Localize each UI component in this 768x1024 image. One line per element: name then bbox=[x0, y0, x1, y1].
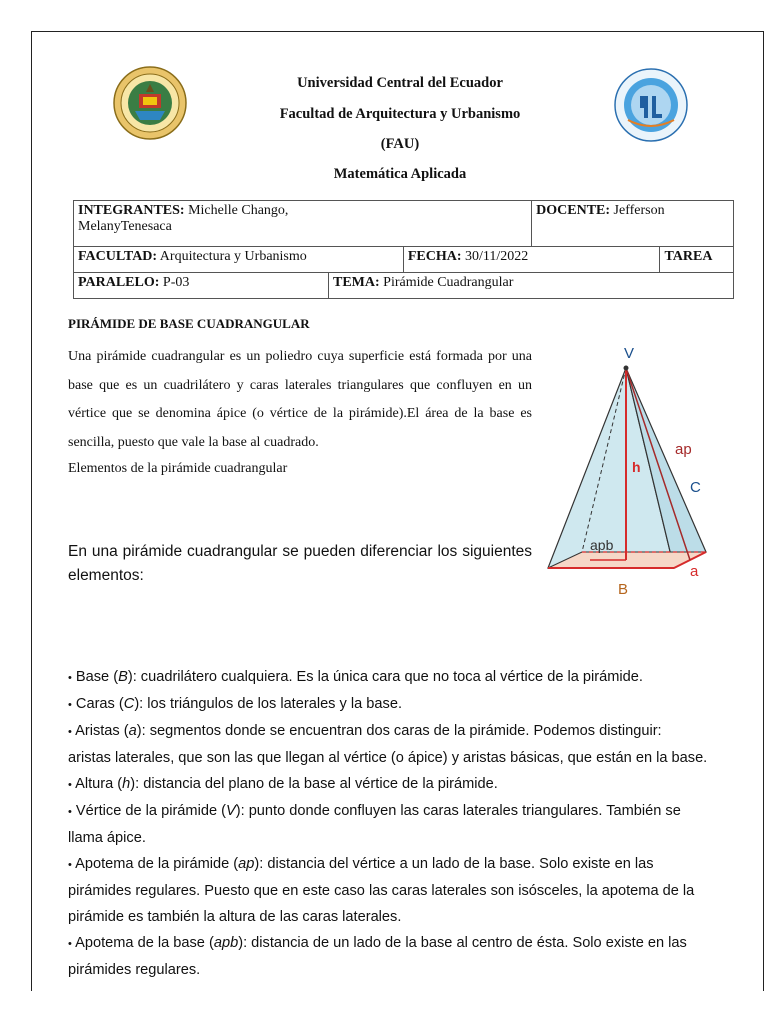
university-name: Universidad Central del Ecuador bbox=[297, 75, 503, 91]
facultad-value: Arquitectura y Urbanismo bbox=[157, 249, 307, 264]
apex-point bbox=[624, 366, 629, 371]
list-item bbox=[68, 798, 708, 851]
elements-list bbox=[68, 664, 708, 983]
list-item-text: ): distancia del plano de la base al vértice de la pirámide. bbox=[130, 776, 498, 792]
list-item bbox=[68, 851, 708, 930]
list-item-label: Altura ( bbox=[71, 776, 123, 792]
fecha-cell bbox=[403, 247, 660, 273]
list-item-label: Aristas ( bbox=[71, 723, 129, 739]
bullet-glyph: • bbox=[68, 699, 72, 711]
facultad-cell bbox=[74, 247, 404, 273]
elements-heading: Elementos de la pirámide cuadrangular bbox=[68, 461, 288, 477]
tarea-label: TAREA bbox=[664, 249, 713, 264]
faculty-name: Facultad de Arquitectura y Urbanismo bbox=[279, 106, 521, 122]
list-item bbox=[68, 691, 708, 718]
list-item-text: ): distancia de un lado de la base al centro de ésta. Solo existe en las pirámides regulares. bbox=[68, 935, 687, 978]
university-seal-logo bbox=[113, 66, 187, 140]
intro-block bbox=[68, 343, 532, 481]
list-item-text: ): los triángulos de los laterales y la base. bbox=[134, 696, 403, 712]
list-item bbox=[68, 664, 708, 691]
label-ap: ap bbox=[675, 441, 692, 458]
list-item-text: ): punto donde confluyen las caras laterales triangulares. También se llama ápice. bbox=[68, 803, 681, 846]
list-item-text: ): distancia del vértice a un lado de la base. Solo existe en las pirámides regulares. Puesto que en este caso las caras laterales son isósceles, la apotema de la pirámide es también la altura de las caras laterales. bbox=[68, 856, 695, 925]
list-item bbox=[68, 930, 708, 983]
tema-label: TEMA: bbox=[333, 275, 380, 290]
bullet-glyph: • bbox=[68, 726, 72, 738]
course-name: Matemática Aplicada bbox=[333, 166, 467, 182]
lead-paragraph: En una pirámide cuadrangular se pueden diferenciar los siguientes elementos: bbox=[68, 543, 532, 584]
list-item-label: Apotema de la pirámide ( bbox=[71, 856, 239, 872]
list-item-symbol: a bbox=[128, 723, 137, 739]
list-item-text: ): cuadrilátero cualquiera. Es la única cara que no toca al vértice de la pirámide. bbox=[127, 669, 643, 685]
label-b: B bbox=[618, 581, 629, 598]
list-item-label: Apotema de la base ( bbox=[71, 935, 214, 951]
paralelo-value: P-03 bbox=[159, 275, 190, 290]
bullet-glyph: • bbox=[68, 806, 72, 818]
info-table bbox=[73, 200, 734, 299]
list-item bbox=[68, 771, 708, 798]
pyramid-diagram bbox=[540, 336, 720, 606]
integrantes-value: Michelle Chango, bbox=[184, 203, 289, 218]
docente-cell bbox=[532, 201, 734, 247]
list-item-label: Base ( bbox=[71, 669, 119, 685]
label-c: C bbox=[690, 479, 701, 496]
docente-value: Jefferson bbox=[610, 203, 665, 218]
list-item-label: Caras ( bbox=[71, 696, 124, 712]
list-item bbox=[68, 718, 708, 771]
docente-label: DOCENTE: bbox=[536, 203, 611, 218]
bullet-glyph: • bbox=[68, 938, 72, 950]
list-item-symbol: ap bbox=[238, 856, 255, 872]
faculty-seal-logo bbox=[614, 68, 688, 142]
tarea-cell bbox=[660, 247, 734, 273]
tema-cell bbox=[329, 273, 734, 299]
integrantes-value-2: MelanyTenesaca bbox=[78, 219, 172, 234]
list-item-label: Vértice de la pirámide ( bbox=[71, 803, 226, 819]
list-item-symbol: C bbox=[123, 696, 135, 712]
list-item-symbol: apb bbox=[213, 935, 239, 951]
tema-value: Pirámide Cuadrangular bbox=[379, 275, 514, 290]
integrantes-label: INTEGRANTES: bbox=[78, 203, 185, 218]
bullet-glyph: • bbox=[68, 859, 72, 871]
faculty-acronym: (FAU) bbox=[380, 136, 420, 152]
bullet-glyph: • bbox=[68, 779, 72, 791]
fecha-label: FECHA: bbox=[407, 249, 462, 264]
label-v: V bbox=[624, 345, 635, 362]
label-apb: apb bbox=[590, 537, 614, 553]
bullet-glyph: • bbox=[68, 672, 72, 684]
section-title: PIRÁMIDE DE BASE CUADRANGULAR bbox=[68, 316, 310, 331]
label-h: h bbox=[632, 459, 641, 475]
list-item-text: ): segmentos donde se encuentran dos caras de la pirámide. Podemos distinguir: aristas laterales, que son las que llegan al vértice (o ápice) y aristas básicas, que están en la base. bbox=[68, 723, 708, 766]
intro-paragraph: Una pirámide cuadrangular es un poliedro cuya superficie está formada por una base que es un cuadrilátero y caras laterales triangulares que confluyen en un vértice que se denomina ápice (o vértice de la pirámide).El área de la base es sencilla, puesto que vale la base al cuadrado. bbox=[68, 349, 532, 450]
integrantes-cell bbox=[74, 201, 532, 247]
paralelo-label: PARALELO: bbox=[78, 275, 160, 290]
fecha-value: 30/11/2022 bbox=[461, 249, 529, 264]
label-a: a bbox=[690, 563, 699, 580]
list-item-symbol: B bbox=[118, 669, 128, 685]
paralelo-cell bbox=[74, 273, 329, 299]
list-item-symbol: h bbox=[122, 776, 131, 792]
list-item-symbol: V bbox=[225, 803, 236, 819]
facultad-label: FACULTAD: bbox=[78, 249, 158, 264]
